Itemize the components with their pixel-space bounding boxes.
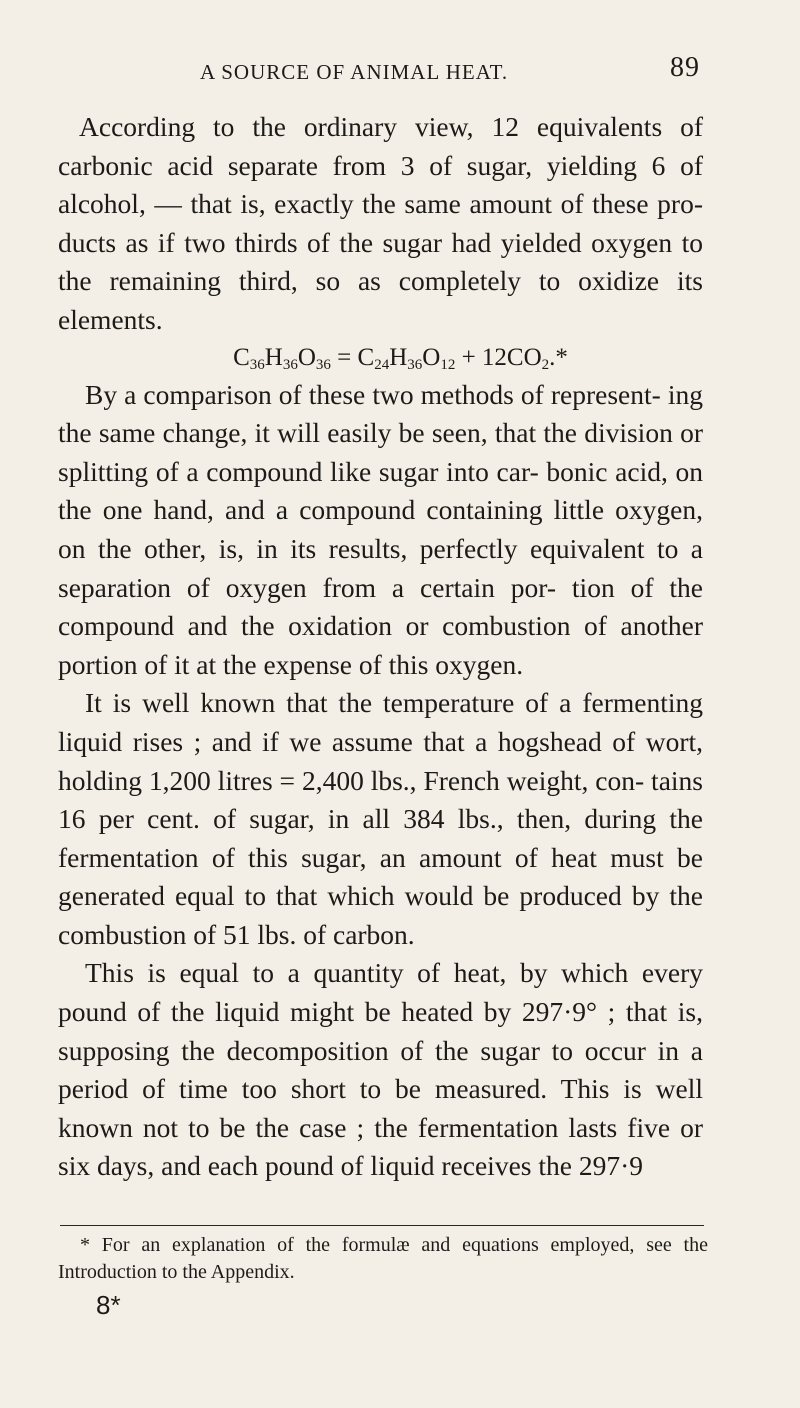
footnote [58,1232,708,1286]
footnote-text: * For an explanation of the formulæ and equations employed, see the Introduction to the Appendix. [58,1234,708,1283]
body-text [58,108,703,1186]
paragraph: This is equal to a quantity of heat, by which every pound of the liquid might be heated by 297·9° ; that is, supposing the decomposition of the sugar to occur in a period of time too short to be measured. This is well known not to be the case ; the fermentation lasts five or six days, and each pound of liquid receives the 297·9 [58,957,703,1182]
paragraph: By a comparison of these two methods of represent- ing the same change, it will easily be seen, that the division or splitting of a compound like sugar into car- bonic acid, on the one hand, and a compound containing little oxygen, on the other, is, in its results, perfectly equivalent to a separation of oxygen from a certain por- tion of the compound and the oxidation or combustion of another portion of it at the expense of this oxygen. [58,378,703,680]
footnote-divider [60,1225,704,1226]
running-head: A SOURCE OF ANIMAL HEAT. [200,60,509,84]
signature-mark: 8* [96,1290,121,1320]
paragraph: It is well known that the temperature of a fermenting liquid rises ; and if we assume that a hogshead of wort, holding 1,200 litres = 2,400 lbs., French weight, con- tains 16 per cent. of sugar, in all 384 lbs., then, during the fermentation of this sugar, an amount of heat must be generated equal to that which would be produced by the combustion of 51 lbs. of carbon. [58,687,703,950]
page-number: 89 [670,52,700,83]
page-header [140,52,700,92]
paragraph: According to the ordinary view, 12 equivalents of carbonic acid separate from 3 of sugar, yielding 6 of alcohol, — that is, exactly the same amount of these pro- ducts as if two thirds of the sugar had yielded oxygen to the remaining third, so as completely to oxidize its elements. [58,111,703,335]
chemical-equation: $C_{36}H_{36}O_{36} = C_{24}H_{36}O_{12} + 12CO_2.*$ [233,343,568,373]
